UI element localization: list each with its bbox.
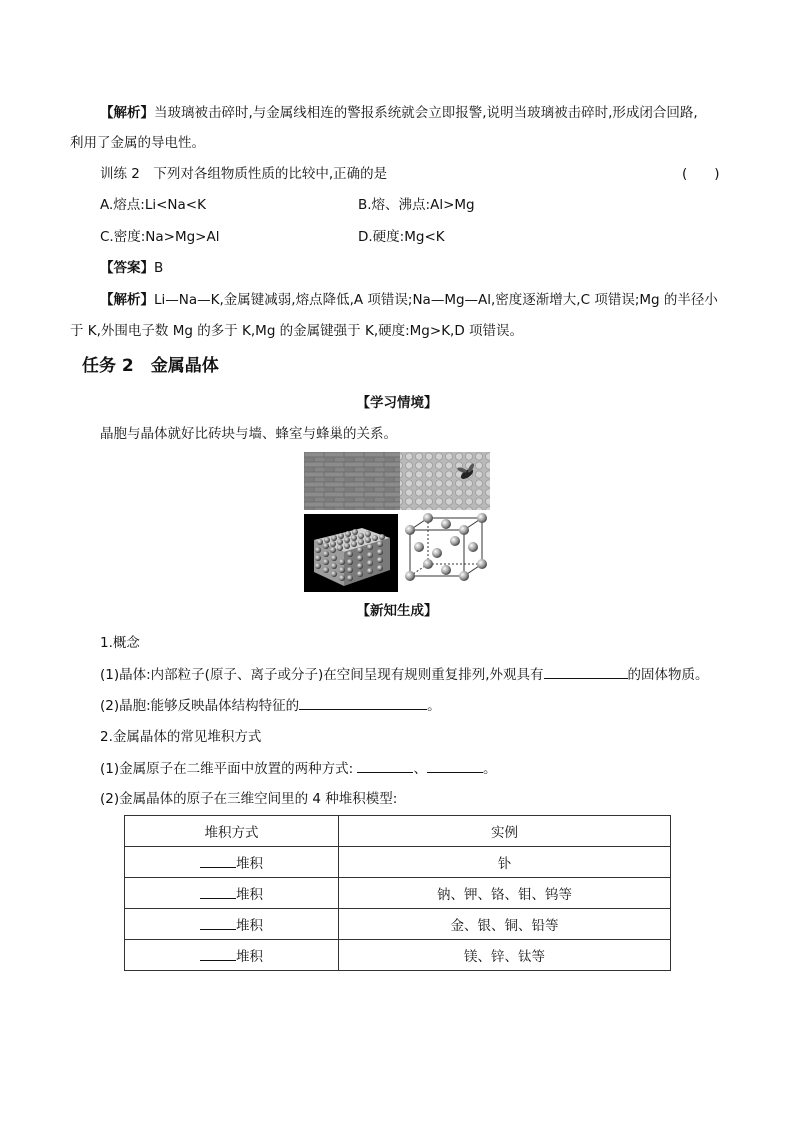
analysis2-tag: 【解析】 xyxy=(100,292,154,308)
answer-line xyxy=(100,258,163,278)
brick-wall-image xyxy=(304,452,400,510)
option-d: D.硬度:Mg<K xyxy=(358,229,445,245)
stacking-cell xyxy=(125,847,339,878)
situation-heading: 【学习情境】 xyxy=(356,395,438,411)
stacking-table xyxy=(124,815,671,971)
stacking-suffix: 堆积 xyxy=(236,949,263,965)
stacking-cell xyxy=(125,878,339,909)
table-row xyxy=(125,940,671,971)
space-models-text: (2)金属晶体的原子在三维空间里的 4 种堆积模型: xyxy=(100,791,398,807)
analysis-text: 当玻璃被击碎时,与金属线相连的警报系统就会立即报警,说明当玻璃被击碎时,形成闭合回路, xyxy=(154,105,698,121)
new-knowledge-heading: 【新知生成】 xyxy=(356,603,438,619)
table-row xyxy=(125,847,671,878)
plane-sep: 、 xyxy=(413,761,427,777)
header-examples: 实例 xyxy=(339,816,671,847)
answer-value: B xyxy=(154,260,164,276)
question-training-2: 训练 2 下列对各组物质性质的比较中,正确的是 xyxy=(100,166,388,182)
answer-tag: 【答案】 xyxy=(100,260,154,276)
crystal-text-post: 的固体物质。 xyxy=(627,667,709,683)
analysis2-line-1 xyxy=(100,290,718,310)
crystal-definition xyxy=(100,664,709,685)
plane-text-post: 。 xyxy=(482,761,497,777)
answer-paren: ( ) xyxy=(682,166,720,182)
table-row xyxy=(125,878,671,909)
example-cell: 镁、锌、钛等 xyxy=(339,940,671,971)
example-cell: 金、银、铜、铅等 xyxy=(339,909,671,940)
crystal-text-pre: (1)晶体:内部粒子(原子、离子或分子)在空间呈现有规则重复排列,外观具有 xyxy=(100,667,544,683)
example-cell: 钋 xyxy=(339,847,671,878)
stacking-suffix: 堆积 xyxy=(236,856,263,872)
crystal-figure xyxy=(304,452,490,592)
analysis2-line-2: 于 K,外围电子数 Mg 的多于 K,Mg 的金属键强于 K,硬度:Mg>K,D 项错误。 xyxy=(70,323,524,339)
example-cell: 钠、钾、铬、钼、钨等 xyxy=(339,878,671,909)
cell-definition xyxy=(100,695,441,716)
option-a: A.熔点:Li<Na<K xyxy=(100,197,206,213)
cell-text-post: 。 xyxy=(427,698,441,714)
header-stacking-mode: 堆积方式 xyxy=(125,816,339,847)
option-b: B.熔、沸点:Al>Mg xyxy=(358,197,475,213)
task-title: 任务 2 金属晶体 xyxy=(82,356,219,376)
option-c: C.密度:Na>Mg>Al xyxy=(100,229,220,245)
concept-heading: 1.概念 xyxy=(100,635,140,651)
table-row xyxy=(125,909,671,940)
plane-arrangement xyxy=(100,758,496,779)
stacking-blank[interactable] xyxy=(200,916,236,930)
crystal-blank[interactable] xyxy=(544,664,628,679)
stacking-suffix: 堆积 xyxy=(236,887,263,903)
stacking-heading: 2.金属晶体的常见堆积方式 xyxy=(100,729,262,745)
cell-blank[interactable] xyxy=(299,695,427,710)
analysis-line-1 xyxy=(100,103,698,123)
stacking-blank[interactable] xyxy=(200,854,236,868)
analysis2-text: Li—Na—K,金属键减弱,熔点降低,A 项错误;Na—Mg—Al,密度逐渐增大,C 项错误;Mg 的半径小 xyxy=(154,292,718,308)
cell-text-pre: (2)晶胞:能够反映晶体结构特征的 xyxy=(100,698,300,714)
analysis-line-2: 利用了金属的导电性。 xyxy=(70,135,205,151)
plane-blank-1[interactable] xyxy=(357,758,413,773)
stacking-cell xyxy=(125,940,339,971)
honeycomb-image xyxy=(400,452,490,510)
stacking-blank[interactable] xyxy=(200,947,236,961)
analysis-tag: 【解析】 xyxy=(100,105,154,121)
stacking-suffix: 堆积 xyxy=(236,918,263,934)
table-header-row xyxy=(125,816,671,847)
stacking-blank[interactable] xyxy=(200,885,236,899)
stacking-cell xyxy=(125,909,339,940)
plane-text-pre: (1)金属原子在二维平面中放置的两种方式: xyxy=(100,761,354,777)
plane-blank-2[interactable] xyxy=(427,758,483,773)
situation-text: 晶胞与晶体就好比砖块与墙、蜂室与蜂巢的关系。 xyxy=(100,426,397,442)
